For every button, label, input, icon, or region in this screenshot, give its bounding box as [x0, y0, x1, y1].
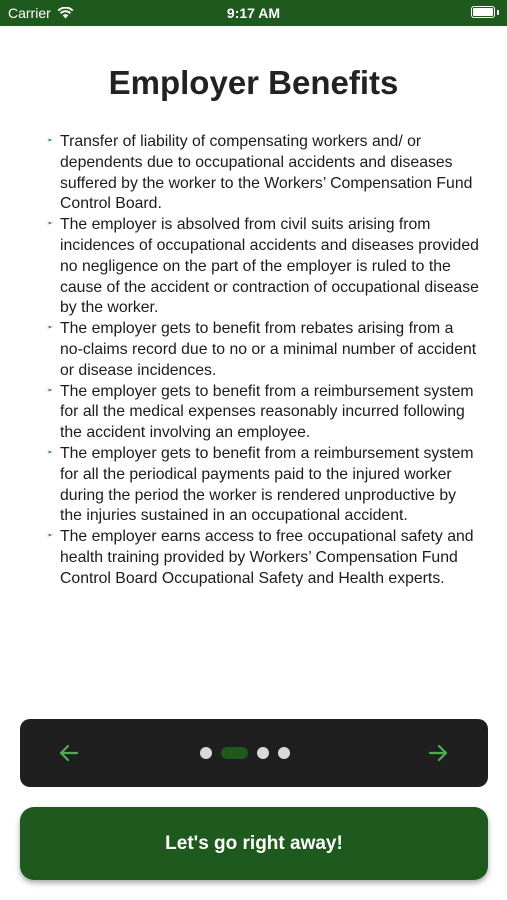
page-title: Employer Benefits	[108, 64, 399, 101]
page-dot[interactable]	[278, 747, 290, 759]
benefit-text: The employer is absolved from civil suits arising from incidences of occupational accidents and diseases provided no negligence on the part of the employer is ruled to the cause of the accident or contraction of occupational disease by the worker.	[60, 216, 479, 317]
benefit-item	[40, 527, 480, 589]
benefit-text: The employer gets to benefit from a reimbursement system for all the periodical payments paid to the injured worker during the period the worker is rendered unproductive by the injuries sustained in an occupational accident.	[60, 444, 474, 525]
benefit-text: The employer gets to benefit from rebates arising from a no-claims record due to no or a minimal number of accident or disease incidences.	[60, 320, 477, 379]
benefit-text: The employer gets to benefit from a reimbursement system for all the medical expenses reasonably incurred following the accident involving an employee.	[60, 382, 474, 442]
pager-bar	[20, 719, 488, 787]
arrowhead-bullet-icon	[40, 319, 60, 329]
carrier-label: Carrier	[8, 5, 51, 21]
benefit-item	[40, 215, 480, 319]
benefit-item	[40, 382, 480, 444]
arrowhead-bullet-icon	[40, 382, 60, 392]
arrow-left-icon[interactable]	[57, 741, 81, 765]
benefit-text: Transfer of liability of compensating workers and/ or dependents due to occupational accidents and diseases suffered by the worker to the Workers’ Compensation Fund Control Board.	[60, 133, 473, 213]
arrowhead-bullet-icon	[40, 527, 60, 537]
page-dot[interactable]	[200, 747, 212, 759]
benefit-item	[40, 444, 480, 527]
arrowhead-bullet-icon	[40, 132, 60, 142]
battery-icon	[471, 6, 495, 18]
get-started-button[interactable]: Let's go right away!	[20, 807, 488, 880]
benefit-list	[40, 132, 480, 590]
page-dot-active[interactable]	[221, 747, 248, 759]
arrowhead-bullet-icon	[40, 215, 60, 225]
page-indicator	[200, 747, 290, 759]
benefit-text: The employer earns access to free occupational safety and health training provided by Workers’ Compensation Fund Control Board Occupational Safety and Health experts.	[60, 528, 474, 587]
arrow-right-icon[interactable]	[426, 741, 450, 765]
status-time: 9:17 AM	[226, 5, 281, 21]
battery-tip	[497, 10, 499, 15]
status-bar	[0, 0, 507, 26]
benefit-item	[40, 319, 480, 381]
page-dot[interactable]	[257, 747, 269, 759]
arrowhead-bullet-icon	[40, 444, 60, 454]
benefit-item	[40, 132, 480, 215]
